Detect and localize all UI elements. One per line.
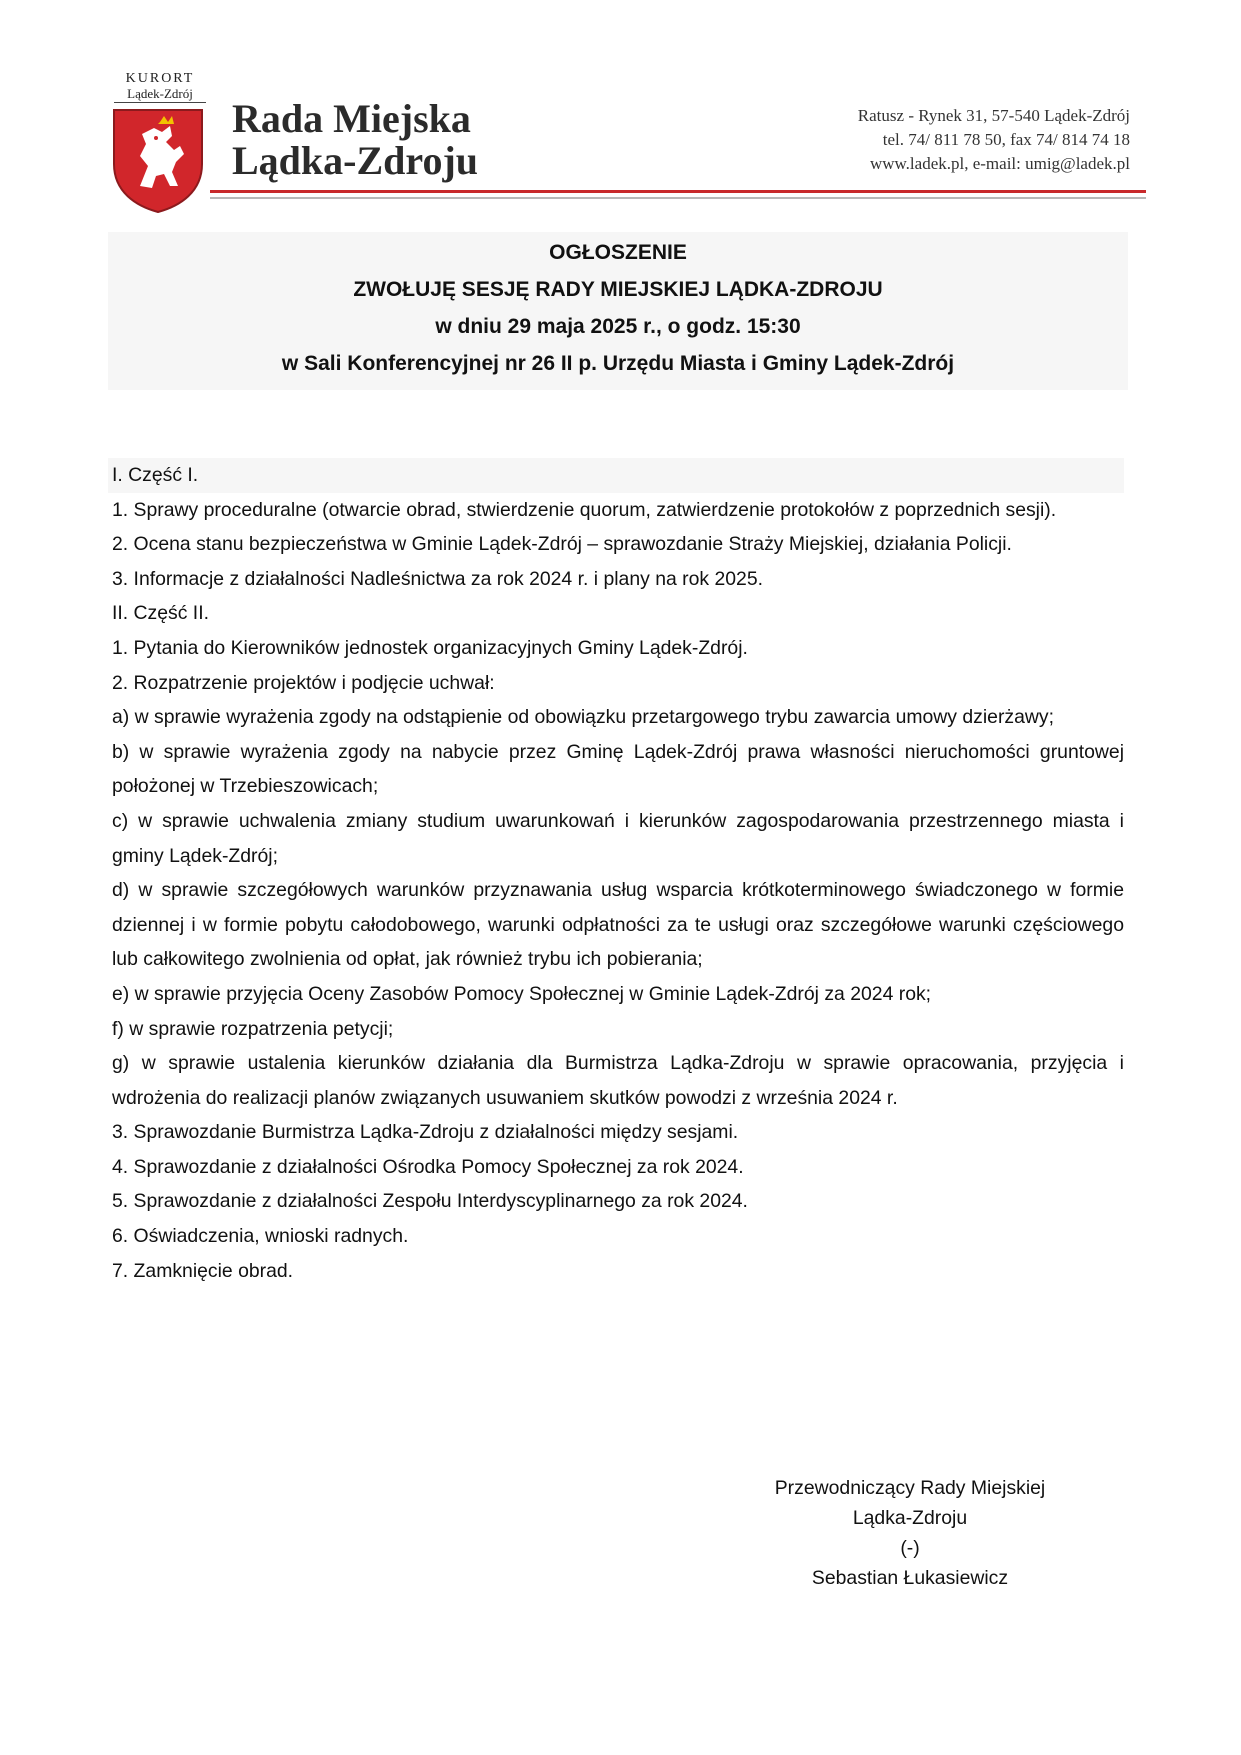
agenda-item: II. Część II. <box>112 602 209 625</box>
agenda-item: 4. Sprawozdanie z działalności Ośrodka Pomocy Społecznej za rok 2024. <box>112 1155 744 1178</box>
organization-name-line2: Lądka-Zdroju <box>232 138 479 183</box>
agenda <box>112 458 1124 1288</box>
title-subject: ZWOŁUJĘ SESJĘ RADY MIEJSKIEJ LĄDKA-ZDROJU <box>353 278 883 301</box>
signature-title: Przewodniczący Rady Miejskiej <box>774 1477 1046 1499</box>
agenda-item: 3. Informacje z działalności Nadleśnictwa za rok 2024 r. i plany na rok 2025. <box>112 567 764 590</box>
organization-name-line1: Rada Miejska <box>232 96 471 141</box>
agenda-item: 5. Sprawozdanie z działalności Zespołu Interdyscyplinarnego za rok 2024. <box>112 1190 748 1213</box>
agenda-item: f) w sprawie rozpatrzenia petycji; <box>112 1017 394 1040</box>
agenda-item: 2. Ocena stanu bezpieczeństwa w Gminie Lądek-Zdrój – sprawozdanie Straży Miejskiej, działania Policji. <box>112 533 1012 556</box>
contact-phone: tel. 74/ 811 78 50, fax 74/ 814 74 18 <box>882 130 1130 149</box>
agenda-item: 7. Zamknięcie obrad. <box>112 1259 294 1282</box>
title-heading: OGŁOSZENIE <box>549 241 687 264</box>
agenda-item: e) w sprawie przyjęcia Oceny Zasobów Pomocy Społecznej w Gminie Lądek-Zdrój za 2024 rok; <box>112 982 932 1005</box>
header-divider-red <box>210 190 1146 193</box>
agenda-item: 6. Oświadczenia, wnioski radnych. <box>112 1225 409 1248</box>
agenda-item: d) w sprawie szczegółowych warunków przyznawania usług wsparcia krótkoterminowego świadczonego w formie dziennej i w formie pobytu całodobowego, warunki odpłatności za te usługi oraz szczegółowe warunki częściowego lub całkowitego zwolnienia od opłat, jak również trybu ich pobierania; <box>112 879 1124 971</box>
agenda-item: b) w sprawie wyrażenia zgody na nabycie przez Gminę Lądek-Zdrój prawa własności nieruchomości gruntowej położonej w Trzebieszowicach; <box>112 740 1124 798</box>
signature-block <box>730 1473 1090 1593</box>
coat-of-arms-icon <box>110 106 206 214</box>
contact-info <box>858 104 1130 176</box>
signature-name: Sebastian Łukasiewicz <box>811 1567 1009 1589</box>
contact-address: Ratusz - Rynek 31, 57-540 Lądek-Zdrój <box>857 106 1130 125</box>
title-date: w dniu 29 maja 2025 r., o godz. 15:30 <box>435 315 801 338</box>
header-divider-grey <box>210 197 1146 199</box>
agenda-item: 3. Sprawozdanie Burmistrza Lądka-Zdroju z działalności między sesjami. <box>112 1121 739 1144</box>
agenda-item: 2. Rozpatrzenie projektów i podjęcie uchwał: <box>112 671 495 694</box>
agenda-item: a) w sprawie wyrażenia zgody na odstąpienie od obowiązku przetargowego trybu zawarcia umowy dzierżawy; <box>112 706 1054 729</box>
agenda-item: 1. Pytania do Kierowników jednostek organizacyjnych Gminy Lądek-Zdrój. <box>112 636 748 659</box>
logo <box>110 70 210 210</box>
signature-council: Lądka-Zdroju <box>852 1507 968 1529</box>
agenda-item: I. Część I. <box>108 458 1124 493</box>
agenda-item: g) w sprawie ustalenia kierunków działania dla Burmistrza Lądka-Zdroju w sprawie opracowania, przyjęcia i wdrożenia do realizacji planów związanych usuwaniem skutków powodzi z września 2024 r. <box>112 1052 1124 1109</box>
agenda-item: c) w sprawie uchwalenia zmiany studium uwarunkowań i kierunków zagospodarowania przestrzennego miasta i gminy Lądek-Zdrój; <box>112 809 1124 867</box>
signature-mark: (-) <box>900 1537 920 1559</box>
title-location: w Sali Konferencyjnej nr 26 II p. Urzędu Miasta i Gminy Lądek-Zdrój <box>281 352 955 375</box>
logo-kurort-text: KURORT <box>125 71 195 86</box>
letterhead <box>110 70 1150 200</box>
logo-town-text: Lądek-Zdrój <box>114 86 206 103</box>
agenda-item: 1. Sprawy proceduralne (otwarcie obrad, stwierdzenie quorum, zatwierdzenie protokołów z poprzednich sesji). <box>112 498 1057 521</box>
announcement-title <box>108 232 1128 390</box>
contact-web-email: www.ladek.pl, e-mail: umig@ladek.pl <box>869 154 1130 173</box>
organization-name <box>232 98 478 182</box>
